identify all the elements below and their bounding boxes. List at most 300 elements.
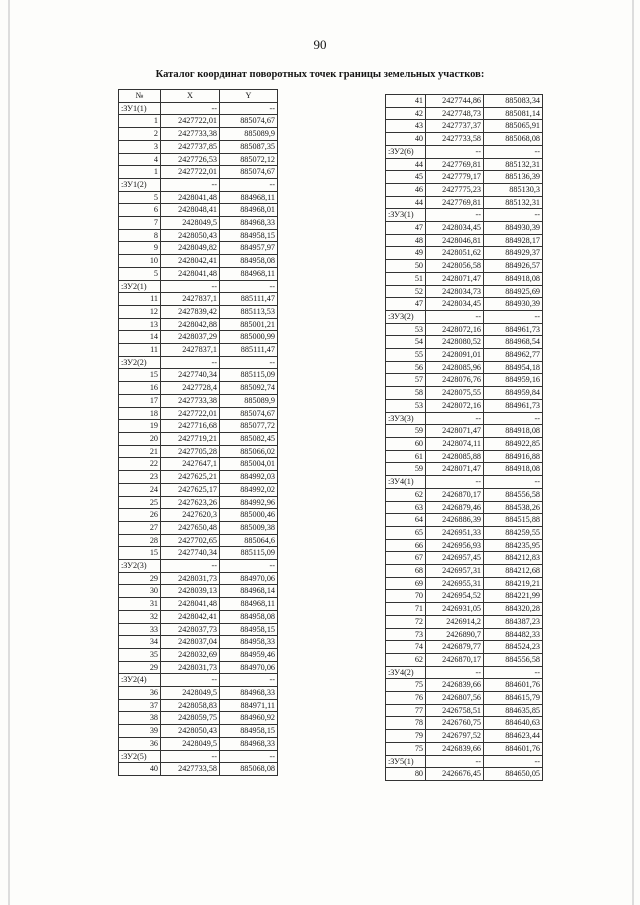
table-row xyxy=(386,679,543,692)
parcel-group-row xyxy=(119,280,278,293)
table-row xyxy=(386,387,543,400)
parcel-id-cell: :ЗУ2(5) xyxy=(119,750,161,763)
x-coordinate-cell: 2427733,38 xyxy=(161,394,220,407)
x-coordinate-cell: 2428041,48 xyxy=(161,598,220,611)
y-coordinate-cell: 884556,58 xyxy=(484,653,543,666)
y-coordinate-cell: 884992,96 xyxy=(220,496,278,509)
table-row xyxy=(119,509,278,522)
y-coordinate-cell: 885004,01 xyxy=(220,458,278,471)
table-row xyxy=(119,763,278,776)
point-number-cell: 54 xyxy=(386,336,426,349)
point-number-cell: 1 xyxy=(119,166,161,179)
x-coordinate-cell: 2427705,28 xyxy=(161,445,220,458)
table-row xyxy=(386,323,543,336)
table-row xyxy=(386,272,543,285)
table-row xyxy=(386,336,543,349)
table-row xyxy=(386,501,543,514)
table-row xyxy=(386,653,543,666)
y-coordinate-cell: 885001,21 xyxy=(220,318,278,331)
y-coordinate-cell: -- xyxy=(484,310,543,323)
x-coordinate-cell: 2428071,47 xyxy=(426,272,484,285)
point-number-cell: 23 xyxy=(119,471,161,484)
table-row xyxy=(119,432,278,445)
point-number-cell: 43 xyxy=(386,120,426,133)
table-row xyxy=(386,171,543,184)
y-coordinate-cell: 884968,33 xyxy=(220,217,278,230)
y-coordinate-cell: 884219,21 xyxy=(484,577,543,590)
table-row xyxy=(386,361,543,374)
point-number-cell: 9 xyxy=(119,242,161,255)
point-number-cell: 63 xyxy=(386,501,426,514)
y-coordinate-cell: 884515,88 xyxy=(484,514,543,527)
point-number-cell: 6 xyxy=(119,204,161,217)
x-coordinate-cell: 2428037,29 xyxy=(161,331,220,344)
point-number-cell: 73 xyxy=(386,628,426,641)
x-coordinate-cell: 2426879,77 xyxy=(426,641,484,654)
point-number-cell: 26 xyxy=(119,509,161,522)
y-coordinate-cell: 885115,09 xyxy=(220,547,278,560)
x-coordinate-cell: 2428031,73 xyxy=(161,661,220,674)
table-row xyxy=(119,217,278,230)
table-row xyxy=(386,565,543,578)
y-coordinate-cell: 884259,55 xyxy=(484,526,543,539)
y-coordinate-cell: 885068,08 xyxy=(220,763,278,776)
table-row xyxy=(119,115,278,128)
table-row xyxy=(386,514,543,527)
table-row xyxy=(119,229,278,242)
x-coordinate-cell: 2428032,69 xyxy=(161,648,220,661)
parcel-id-cell: :ЗУ3(1) xyxy=(386,209,426,222)
table-row xyxy=(119,318,278,331)
x-coordinate-cell: 2427779,17 xyxy=(426,171,484,184)
parcel-id-cell: :ЗУ2(1) xyxy=(119,280,161,293)
parcel-id-cell: :ЗУ5(1) xyxy=(386,755,426,768)
point-number-cell: 4 xyxy=(119,153,161,166)
x-coordinate-cell: 2428056,58 xyxy=(426,260,484,273)
y-coordinate-cell: 884961,73 xyxy=(484,323,543,336)
x-coordinate-cell: 2426839,66 xyxy=(426,679,484,692)
point-number-cell: 15 xyxy=(119,369,161,382)
x-coordinate-cell: 2426879,46 xyxy=(426,501,484,514)
table-row xyxy=(119,420,278,433)
table-row xyxy=(386,526,543,539)
point-number-cell: 72 xyxy=(386,615,426,628)
x-coordinate-cell: -- xyxy=(161,280,220,293)
y-coordinate-cell: 885089,9 xyxy=(220,394,278,407)
y-coordinate-cell: 884968,54 xyxy=(484,336,543,349)
parcel-id-cell: :ЗУ1(1) xyxy=(119,102,161,115)
y-coordinate-cell: 885077,72 xyxy=(220,420,278,433)
y-coordinate-cell: 885074,67 xyxy=(220,115,278,128)
x-coordinate-cell: 2427620,3 xyxy=(161,509,220,522)
table-row xyxy=(119,305,278,318)
point-number-cell: 51 xyxy=(386,272,426,285)
table-row xyxy=(386,374,543,387)
x-coordinate-cell: 2427837,1 xyxy=(161,293,220,306)
x-coordinate-cell: 2427733,58 xyxy=(161,763,220,776)
parcel-id-cell: :ЗУ2(3) xyxy=(119,560,161,573)
table-row xyxy=(386,183,543,196)
point-number-cell: 21 xyxy=(119,445,161,458)
y-coordinate-cell: -- xyxy=(220,178,278,191)
table-row xyxy=(119,382,278,395)
table-row xyxy=(386,704,543,717)
table-row xyxy=(386,260,543,273)
point-number-cell: 49 xyxy=(386,247,426,260)
point-number-cell: 50 xyxy=(386,260,426,273)
y-coordinate-cell: 884235,95 xyxy=(484,539,543,552)
y-coordinate-cell: 885082,45 xyxy=(220,432,278,445)
x-coordinate-cell: 2428051,62 xyxy=(426,247,484,260)
x-coordinate-cell: 2427625,17 xyxy=(161,483,220,496)
parcel-id-cell: :ЗУ4(1) xyxy=(386,476,426,489)
point-number-cell: 77 xyxy=(386,704,426,717)
point-number-cell: 39 xyxy=(119,725,161,738)
point-number-cell: 8 xyxy=(119,229,161,242)
x-coordinate-cell: 2428050,43 xyxy=(161,229,220,242)
point-number-cell: 52 xyxy=(386,285,426,298)
x-coordinate-cell: 2428042,41 xyxy=(161,610,220,623)
x-coordinate-cell: 2427625,21 xyxy=(161,471,220,484)
parcel-id-cell: :ЗУ2(4) xyxy=(119,674,161,687)
parcel-group-row xyxy=(386,755,543,768)
point-number-cell: 76 xyxy=(386,692,426,705)
parcel-group-row xyxy=(119,674,278,687)
x-coordinate-cell: 2428071,47 xyxy=(426,425,484,438)
x-coordinate-cell: 2426797,52 xyxy=(426,730,484,743)
table-row xyxy=(119,331,278,344)
point-number-cell: 80 xyxy=(386,768,426,781)
y-coordinate-cell: 884970,06 xyxy=(220,572,278,585)
x-coordinate-cell: -- xyxy=(426,412,484,425)
table-row xyxy=(119,521,278,534)
x-coordinate-cell: 2428049,5 xyxy=(161,737,220,750)
parcel-id-cell: :ЗУ1(2) xyxy=(119,178,161,191)
y-coordinate-cell: 885066,02 xyxy=(220,445,278,458)
x-coordinate-cell: 2427722,01 xyxy=(161,407,220,420)
y-coordinate-cell: 885074,67 xyxy=(220,166,278,179)
header-x: X xyxy=(161,90,220,103)
table-row xyxy=(119,369,278,382)
x-coordinate-cell: 2426951,33 xyxy=(426,526,484,539)
point-number-cell: 66 xyxy=(386,539,426,552)
x-coordinate-cell: -- xyxy=(161,750,220,763)
y-coordinate-cell: -- xyxy=(220,102,278,115)
table-row xyxy=(386,437,543,450)
y-coordinate-cell: -- xyxy=(484,145,543,158)
x-coordinate-cell: 2427737,85 xyxy=(161,140,220,153)
point-number-cell: 79 xyxy=(386,730,426,743)
y-coordinate-cell: 885111,47 xyxy=(220,344,278,357)
x-coordinate-cell: 2426870,17 xyxy=(426,653,484,666)
y-coordinate-cell: 885083,34 xyxy=(484,95,543,108)
y-coordinate-cell: 884930,39 xyxy=(484,298,543,311)
table-row xyxy=(386,234,543,247)
x-coordinate-cell: 2427740,34 xyxy=(161,547,220,560)
x-coordinate-cell: 2428085,96 xyxy=(426,361,484,374)
table-row xyxy=(386,107,543,120)
header-num: № xyxy=(119,90,161,103)
x-coordinate-cell: 2426914,2 xyxy=(426,615,484,628)
y-coordinate-cell: -- xyxy=(220,750,278,763)
y-coordinate-cell: 884992,03 xyxy=(220,471,278,484)
y-coordinate-cell: 884928,17 xyxy=(484,234,543,247)
parcel-id-cell: :ЗУ3(3) xyxy=(386,412,426,425)
table-row xyxy=(119,737,278,750)
header-y: Y xyxy=(220,90,278,103)
y-coordinate-cell: 884962,77 xyxy=(484,349,543,362)
table-row xyxy=(119,407,278,420)
y-coordinate-cell: 884650,05 xyxy=(484,768,543,781)
point-number-cell: 42 xyxy=(386,107,426,120)
point-number-cell: 69 xyxy=(386,577,426,590)
point-number-cell: 53 xyxy=(386,399,426,412)
table-row xyxy=(386,298,543,311)
x-coordinate-cell: 2428037,04 xyxy=(161,636,220,649)
x-coordinate-cell: 2428034,45 xyxy=(426,298,484,311)
x-coordinate-cell: 2427726,53 xyxy=(161,153,220,166)
y-coordinate-cell: 884918,08 xyxy=(484,463,543,476)
x-coordinate-cell: 2427719,21 xyxy=(161,432,220,445)
table-row xyxy=(119,445,278,458)
x-coordinate-cell: 2428080,52 xyxy=(426,336,484,349)
y-coordinate-cell: 885111,47 xyxy=(220,293,278,306)
y-coordinate-cell: 885065,91 xyxy=(484,120,543,133)
x-coordinate-cell: 2426870,17 xyxy=(426,488,484,501)
point-number-cell: 29 xyxy=(119,572,161,585)
point-number-cell: 12 xyxy=(119,305,161,318)
table-row xyxy=(119,458,278,471)
y-coordinate-cell: 884968,01 xyxy=(220,204,278,217)
y-coordinate-cell: 884929,37 xyxy=(484,247,543,260)
x-coordinate-cell: 2427775,23 xyxy=(426,183,484,196)
y-coordinate-cell: -- xyxy=(484,666,543,679)
x-coordinate-cell: -- xyxy=(161,674,220,687)
x-coordinate-cell: -- xyxy=(426,476,484,489)
y-coordinate-cell: 884968,33 xyxy=(220,737,278,750)
table-row xyxy=(119,648,278,661)
point-number-cell: 31 xyxy=(119,598,161,611)
point-number-cell: 11 xyxy=(119,344,161,357)
x-coordinate-cell: 2428091,01 xyxy=(426,349,484,362)
point-number-cell: 19 xyxy=(119,420,161,433)
point-number-cell: 5 xyxy=(119,267,161,280)
y-coordinate-cell: 884968,11 xyxy=(220,191,278,204)
table-row xyxy=(119,394,278,407)
y-coordinate-cell: 884958,33 xyxy=(220,636,278,649)
y-coordinate-cell: 884387,23 xyxy=(484,615,543,628)
point-number-cell: 64 xyxy=(386,514,426,527)
x-coordinate-cell: 2428059,75 xyxy=(161,712,220,725)
table-row xyxy=(119,293,278,306)
x-coordinate-cell: 2426931,05 xyxy=(426,603,484,616)
table-row xyxy=(386,285,543,298)
x-coordinate-cell: 2428075,55 xyxy=(426,387,484,400)
y-coordinate-cell: -- xyxy=(484,755,543,768)
point-number-cell: 53 xyxy=(386,323,426,336)
point-number-cell: 24 xyxy=(119,483,161,496)
table-row xyxy=(119,547,278,560)
point-number-cell: 36 xyxy=(119,687,161,700)
x-coordinate-cell: 2428072,16 xyxy=(426,399,484,412)
y-coordinate-cell: 884922,85 xyxy=(484,437,543,450)
parcel-group-row xyxy=(119,750,278,763)
y-coordinate-cell: -- xyxy=(220,560,278,573)
x-coordinate-cell: 2427769,81 xyxy=(426,158,484,171)
point-number-cell: 38 xyxy=(119,712,161,725)
table-row xyxy=(386,247,543,260)
x-coordinate-cell: 2427733,38 xyxy=(161,128,220,141)
x-coordinate-cell: -- xyxy=(161,178,220,191)
point-number-cell: 46 xyxy=(386,183,426,196)
point-number-cell: 48 xyxy=(386,234,426,247)
x-coordinate-cell: -- xyxy=(161,102,220,115)
y-coordinate-cell: 884959,84 xyxy=(484,387,543,400)
point-number-cell: 44 xyxy=(386,158,426,171)
y-coordinate-cell: 884968,33 xyxy=(220,687,278,700)
table-row xyxy=(386,425,543,438)
y-coordinate-cell: -- xyxy=(220,674,278,687)
x-coordinate-cell: -- xyxy=(161,560,220,573)
table-body-left xyxy=(119,102,278,775)
table-row xyxy=(119,725,278,738)
table-row xyxy=(386,628,543,641)
table-row xyxy=(386,463,543,476)
x-coordinate-cell: 2427744,86 xyxy=(426,95,484,108)
x-coordinate-cell: 2426839,66 xyxy=(426,742,484,755)
table-row xyxy=(119,153,278,166)
point-number-cell: 27 xyxy=(119,521,161,534)
table-row xyxy=(119,344,278,357)
y-coordinate-cell: 884958,08 xyxy=(220,610,278,623)
table-row xyxy=(119,610,278,623)
y-coordinate-cell: 885136,39 xyxy=(484,171,543,184)
point-number-cell: 47 xyxy=(386,222,426,235)
x-coordinate-cell: 2427722,01 xyxy=(161,166,220,179)
table-row xyxy=(386,641,543,654)
table-header-row xyxy=(119,90,278,103)
x-coordinate-cell: 2428049,5 xyxy=(161,217,220,230)
x-coordinate-cell: 2426760,75 xyxy=(426,717,484,730)
point-number-cell: 1 xyxy=(119,115,161,128)
x-coordinate-cell: 2426956,93 xyxy=(426,539,484,552)
table-row xyxy=(119,496,278,509)
y-coordinate-cell: 884640,63 xyxy=(484,717,543,730)
point-number-cell: 65 xyxy=(386,526,426,539)
x-coordinate-cell: 2428085,88 xyxy=(426,450,484,463)
point-number-cell: 78 xyxy=(386,717,426,730)
table-row xyxy=(119,471,278,484)
point-number-cell: 56 xyxy=(386,361,426,374)
scan-edge-right xyxy=(632,0,634,905)
y-coordinate-cell: 884958,08 xyxy=(220,255,278,268)
x-coordinate-cell: 2426955,31 xyxy=(426,577,484,590)
y-coordinate-cell: 885064,6 xyxy=(220,534,278,547)
y-coordinate-cell: 884968,11 xyxy=(220,598,278,611)
table-row xyxy=(386,730,543,743)
x-coordinate-cell: 2428031,73 xyxy=(161,572,220,585)
table-row xyxy=(386,577,543,590)
point-number-cell: 32 xyxy=(119,610,161,623)
y-coordinate-cell: 885089,9 xyxy=(220,128,278,141)
table-row xyxy=(386,552,543,565)
x-coordinate-cell: 2428039,13 xyxy=(161,585,220,598)
y-coordinate-cell: -- xyxy=(484,209,543,222)
y-coordinate-cell: 884958,15 xyxy=(220,725,278,738)
x-coordinate-cell: 2427733,58 xyxy=(426,133,484,146)
y-coordinate-cell: 884960,92 xyxy=(220,712,278,725)
x-coordinate-cell: 2427716,68 xyxy=(161,420,220,433)
y-coordinate-cell: 884971,11 xyxy=(220,699,278,712)
table-row xyxy=(386,590,543,603)
table-row xyxy=(386,196,543,209)
y-coordinate-cell: 885092,74 xyxy=(220,382,278,395)
table-row xyxy=(119,204,278,217)
point-number-cell: 55 xyxy=(386,349,426,362)
parcel-id-cell: :ЗУ2(6) xyxy=(386,145,426,158)
y-coordinate-cell: 884635,85 xyxy=(484,704,543,717)
y-coordinate-cell: 884482,33 xyxy=(484,628,543,641)
table-row xyxy=(386,742,543,755)
point-number-cell: 44 xyxy=(386,196,426,209)
point-number-cell: 35 xyxy=(119,648,161,661)
y-coordinate-cell: -- xyxy=(220,356,278,369)
point-number-cell: 7 xyxy=(119,217,161,230)
coordinates-table-left xyxy=(118,89,278,776)
x-coordinate-cell: -- xyxy=(426,310,484,323)
point-number-cell: 74 xyxy=(386,641,426,654)
y-coordinate-cell: 884957,97 xyxy=(220,242,278,255)
parcel-group-row xyxy=(386,666,543,679)
y-coordinate-cell: 884970,06 xyxy=(220,661,278,674)
x-coordinate-cell: 2427748,73 xyxy=(426,107,484,120)
page-number: 90 xyxy=(313,37,327,52)
y-coordinate-cell: 884538,26 xyxy=(484,501,543,514)
point-number-cell: 20 xyxy=(119,432,161,445)
y-coordinate-cell: 884961,73 xyxy=(484,399,543,412)
y-coordinate-cell: -- xyxy=(484,412,543,425)
point-number-cell: 62 xyxy=(386,653,426,666)
point-number-cell: 5 xyxy=(119,191,161,204)
table-row xyxy=(386,450,543,463)
x-coordinate-cell: -- xyxy=(426,209,484,222)
point-number-cell: 2 xyxy=(119,128,161,141)
parcel-group-row xyxy=(386,310,543,323)
y-coordinate-cell: 884925,69 xyxy=(484,285,543,298)
y-coordinate-cell: -- xyxy=(220,280,278,293)
point-number-cell: 16 xyxy=(119,382,161,395)
x-coordinate-cell: 2427737,37 xyxy=(426,120,484,133)
point-number-cell: 67 xyxy=(386,552,426,565)
y-coordinate-cell: 884221,99 xyxy=(484,590,543,603)
x-coordinate-cell: 2427837,1 xyxy=(161,344,220,357)
x-coordinate-cell: -- xyxy=(426,666,484,679)
y-coordinate-cell: 884959,46 xyxy=(220,648,278,661)
x-coordinate-cell: 2426957,31 xyxy=(426,565,484,578)
table-row xyxy=(386,768,543,781)
y-coordinate-cell: 885132,31 xyxy=(484,158,543,171)
point-number-cell: 58 xyxy=(386,387,426,400)
y-coordinate-cell: 884918,08 xyxy=(484,272,543,285)
x-coordinate-cell: 2426954,52 xyxy=(426,590,484,603)
x-coordinate-cell: -- xyxy=(426,755,484,768)
y-coordinate-cell: 884916,88 xyxy=(484,450,543,463)
point-number-cell: 18 xyxy=(119,407,161,420)
point-number-cell: 68 xyxy=(386,565,426,578)
x-coordinate-cell: 2427728,4 xyxy=(161,382,220,395)
point-number-cell: 17 xyxy=(119,394,161,407)
table-row xyxy=(119,699,278,712)
